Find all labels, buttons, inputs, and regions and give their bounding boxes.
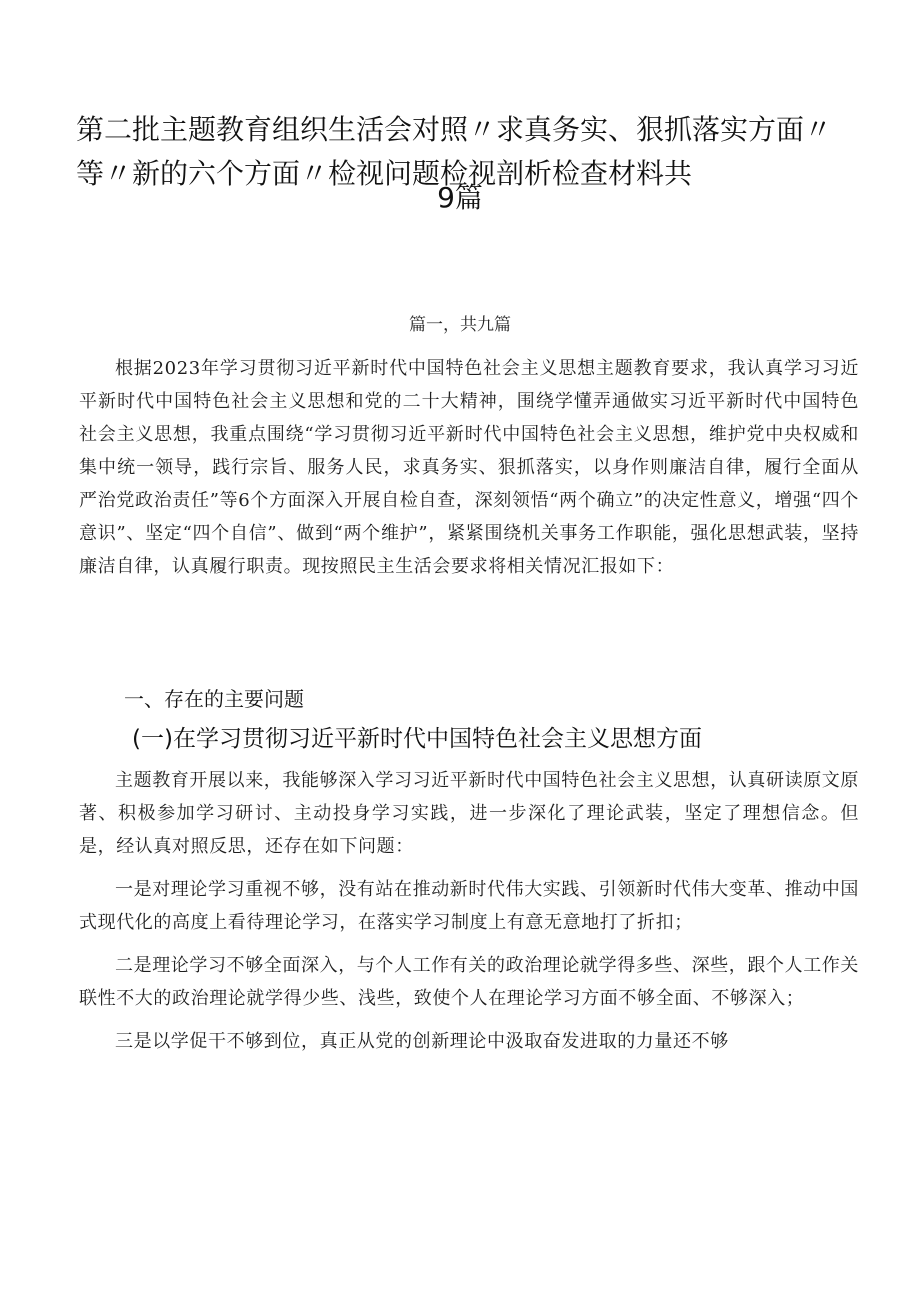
section-heading-level2: (一)在学习贯彻习近平新时代中国特色社会主义思想方面 <box>132 726 702 752</box>
document-title-line-3: 9篇 <box>437 181 483 214</box>
intro-section <box>79 352 859 583</box>
issues-section <box>79 764 859 1058</box>
body-paragraph: 二是理论学习不够全面深入，与个人工作有关的政治理论就学得多些、深些，跟个人工作关联性不大的政治理论就学得少些、浅些，致使个人在理论学习方面不够全面、不够深入； <box>79 955 859 1009</box>
document-title-line-2: 等〃新的六个方面〃检视问题检视剖析检查材料共 <box>76 157 693 190</box>
section-heading-level1: 一、存在的主要问题 <box>124 687 304 711</box>
body-paragraph: 主题教育开展以来，我能够深入学习习近平新时代中国特色社会主义思想，认真研读原文原著、积极参加学习研讨、主动投身学习实践，进一步深化了理论武装，坚定了理想信念。但是，经认真对照反思，还存在如下问题： <box>79 770 859 857</box>
body-paragraph: 一是对理论学习重视不够，没有站在推动新时代伟大实践、引领新时代伟大变革、推动中国式现代化的高度上看待理论学习，在落实学习制度上有意无意地打了折扣； <box>79 879 859 933</box>
document-subtitle: 篇一，共九篇 <box>409 315 511 335</box>
intro-paragraph: 根据2023年学习贯彻习近平新时代中国特色社会主义思想主题教育要求，我认真学习习近平新时代中国特色社会主义思想和党的二十大精神，围绕学懂弄通做实习近平新时代中国特色社会主义思想，我重点围绕“学习贯彻习近平新时代中国特色社会主义思想，维护党中央权威和集中统一领导，践行宗旨、服务人民，求真务实、狠抓落实，以身作则廉洁自律，履行全面从严治党政治责任”等6个方面深入开展自检自查，深刻领悟“两个确立”的决定性意义，增强“四个意识”、坚定“四个自信”、做到“两个维护”，紧紧围绕机关事务工作职能，强化思想武装，坚持廉洁自律，认真履行职责。现按照民主生活会要求将相关情况汇报如下： <box>79 358 859 577</box>
document-title-line-1: 第二批主题教育组织生活会对照〃求真务实、狠抓落实方面〃 <box>76 113 833 146</box>
body-paragraph: 三是以学促干不够到位，真正从党的创新理论中汲取奋发进取的力量还不够 <box>115 1031 729 1052</box>
